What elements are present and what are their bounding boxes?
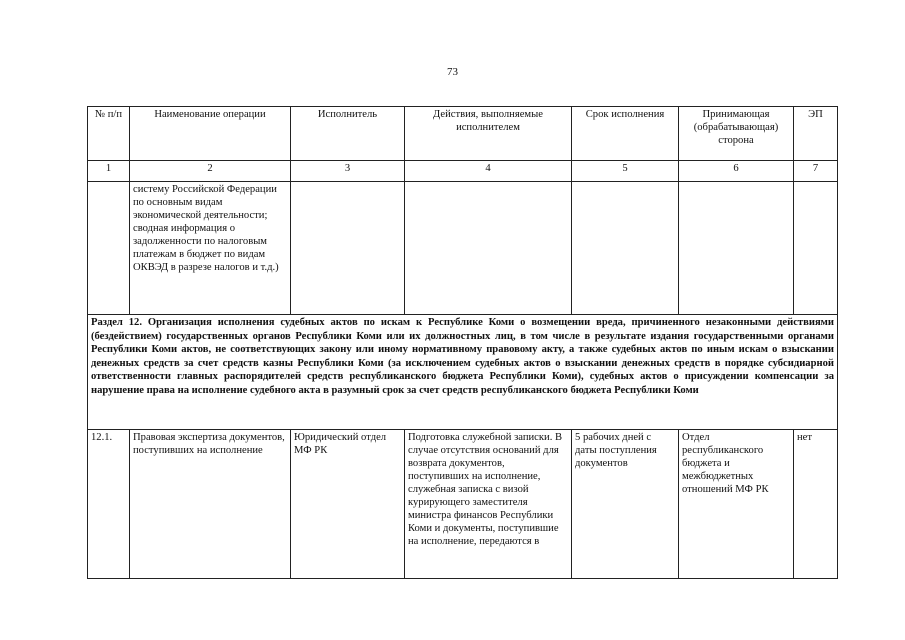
cell-actions <box>405 182 572 315</box>
cell-executor <box>291 182 405 315</box>
table-row <box>88 430 838 579</box>
table-header-row <box>88 107 838 161</box>
cell-num <box>88 182 130 315</box>
column-number: 2 <box>130 161 291 182</box>
column-number: 7 <box>794 161 838 182</box>
header-receiver: Принимающая (обрабатывающая) сторона <box>679 107 794 161</box>
header-operation: Наименование операции <box>130 107 291 161</box>
header-ep: ЭП <box>794 107 838 161</box>
table-row <box>88 182 838 315</box>
cell-operation: систему Российской Федерации по основным видам экономической деятельности; сводная информация о задолженности по налоговым платежам в бюджет по видам ОКВЭД в разрезе налогов и т.д.) <box>130 182 291 315</box>
header-actions: Действия, выполняемые исполнителем <box>405 107 572 161</box>
column-number-row <box>88 161 838 182</box>
column-number: 6 <box>679 161 794 182</box>
procedure-table <box>87 106 838 579</box>
section-row <box>88 315 838 430</box>
column-number: 5 <box>572 161 679 182</box>
cell-receiver: Отдел республиканского бюджета и межбюджетных отношений МФ РК <box>679 430 794 579</box>
cell-term <box>572 182 679 315</box>
cell-num: 12.1. <box>88 430 130 579</box>
cell-executor: Юридический отдел МФ РК <box>291 430 405 579</box>
column-number: 4 <box>405 161 572 182</box>
column-number: 1 <box>88 161 130 182</box>
cell-term: 5 рабочих дней с даты поступления документов <box>572 430 679 579</box>
cell-ep: нет <box>794 430 838 579</box>
cell-receiver <box>679 182 794 315</box>
header-num: № п/п <box>88 107 130 161</box>
header-term: Срок исполнения <box>572 107 679 161</box>
page-number: 73 <box>447 66 458 78</box>
header-executor: Исполнитель <box>291 107 405 161</box>
cell-actions: Подготовка служебной записки. В случае отсутствия оснований для возврата документов, поступивших на исполнение, служебная записка с визой курирующего заместителя министра финансов Республики Коми и документы, поступившие на исполнение, передаются в <box>405 430 572 579</box>
column-number: 3 <box>291 161 405 182</box>
section-12-heading: Раздел 12. Организация исполнения судебных актов по искам к Республике Коми о возмещении вреда, причиненного незаконными действиями (бездействием) государственных органов Республики Коми или их должностных лиц, в том числе в результате издания государственными органами Республики Коми актов, не соответствующих закону или иному нормативному правовому акту, а также судебных актов по иным искам о взыскании денежных средств за счет средств казны Республики Коми (за исключением судебных актов о взыскании денежных средств в порядке субсидиарной ответственности главных распорядителей средств республиканского бюджета Республики Коми), судебных актов о присуждении компенсации за нарушение права на исполнение судебного акта в разумный срок за счет средств республиканского бюджета Республики Коми <box>88 315 838 430</box>
cell-ep <box>794 182 838 315</box>
cell-operation: Правовая экспертиза документов, поступивших на исполнение <box>130 430 291 579</box>
